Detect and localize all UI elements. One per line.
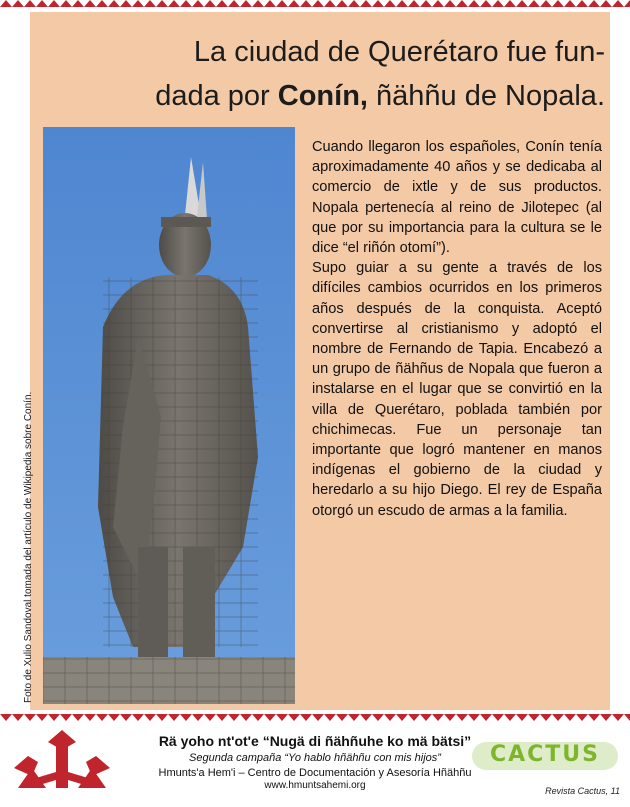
cactus-logo [470,738,620,774]
statue-photo [43,127,295,704]
footer-headline: Rä yoho nt'ot'e “Nugä di ñähñuhe ko mä bätsi” [158,733,472,749]
statue-illustration [43,127,295,704]
title-line-1: La ciudad de Querétaro fue fun- [193,36,605,68]
footer-border-strip [0,714,630,721]
body-paragraph-2: Supo guiar a su gente a través de los difíciles cambios ocurridos en los primeros años después de la conquista. Aceptó convertirse al cristianismo y adoptó el nombre de Fernando de Tapia. Encabezó a un grupo de ñähñus de Nopala que fueron a instalarse en el lugar que se convirtió en la villa de Querétaro, poblada también por chichimecas. Fue un personaje tan importante que logró mantener en manos indígenas el gobierno de la ciudad y heredarlo a su hijo Diego. El rey de España otorgó un escudo de armas a la familia. [312,260,602,519]
cactus-logo-text: CACTUS [489,742,601,767]
title-bold-name: Conín, [277,80,368,112]
title-line-2-suffix: ñähñu de Nopala. [367,80,605,112]
footer-organization: Hmunts'a Hem'i – Centro de Documentación y Asesoría Hñähñu [158,767,472,779]
page-title [70,30,605,118]
photo-caption: Foto de Xulio Sandoval tomada del artículo de Wikipedia sobre Conín. [23,391,34,703]
magazine-credit: Revista Cactus, 11 [545,786,620,796]
footer-campaign: Segunda campaña “Yo hablo hñähñu con mis hijos” [189,752,441,764]
footer-website-link[interactable]: www.hmuntsahemi.org [264,780,366,791]
top-border-strip [0,0,630,7]
body-text [312,137,602,521]
title-line-2 [70,74,605,118]
title-line-2-prefix: dada por [155,80,278,112]
embroidery-birds-logo [8,728,116,798]
body-paragraph-1: Cuando llegaron los españoles, Conín tenía aproximadamente 40 años y se dedicaba al comercio de ixtle y de sus productos. Nopala pertenecía al reino de Jilotepec (al que por su importancia para la cultura se le dice “el riñón otomí”). [312,139,602,257]
